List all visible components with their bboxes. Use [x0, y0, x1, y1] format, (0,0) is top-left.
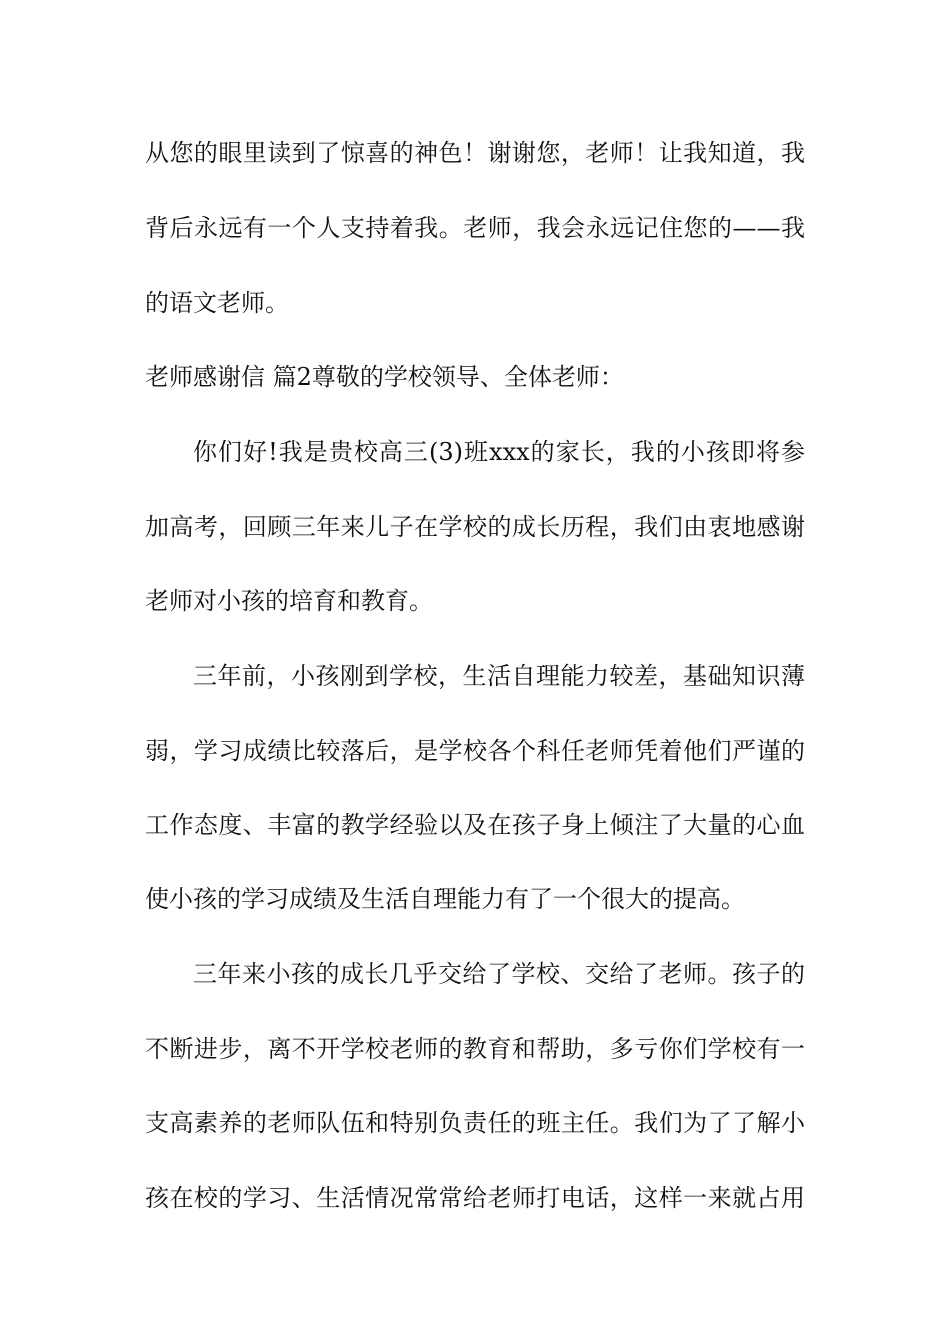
text-line: 从您的眼里读到了惊喜的神色！谢谢您，老师！让我知道，我 [145, 139, 805, 167]
text-line: 三年来小孩的成长几乎交给了学校、交给了老师。孩子的 [193, 960, 805, 988]
text-line: 支高素养的老师队伍和特别负责任的班主任。我们为了了解小 [145, 1109, 805, 1137]
text-line: 工作态度、丰富的教学经验以及在孩子身上倾注了大量的心血 [145, 811, 805, 839]
text-line: 孩在校的学习、生活情况常常给老师打电话，这样一来就占用 [145, 1184, 805, 1212]
text-line: 的语文老师。 [145, 289, 289, 317]
text-line: 三年前，小孩刚到学校，生活自理能力较差，基础知识薄 [193, 662, 805, 690]
text-line: 背后永远有一个人支持着我。老师，我会永远记住您的——我 [145, 214, 805, 242]
text-line: 使小孩的学习成绩及生活自理能力有了一个很大的提高。 [145, 885, 745, 913]
section-heading-line: 老师感谢信 篇2尊敬的学校领导、全体老师： [145, 363, 624, 391]
text-line: 老师对小孩的培育和教育。 [145, 587, 433, 615]
text-line: 加高考，回顾三年来儿子在学校的成长历程，我们由衷地感谢 [145, 513, 805, 541]
text-line: 弱，学习成绩比较落后，是学校各个科任老师凭着他们严谨的 [145, 737, 805, 765]
text-line: 不断进步，离不开学校老师的教育和帮助，多亏你们学校有一 [145, 1035, 805, 1063]
text-line: 你们好!我是贵校高三(3)班xxx的家长，我的小孩即将参 [193, 438, 805, 466]
